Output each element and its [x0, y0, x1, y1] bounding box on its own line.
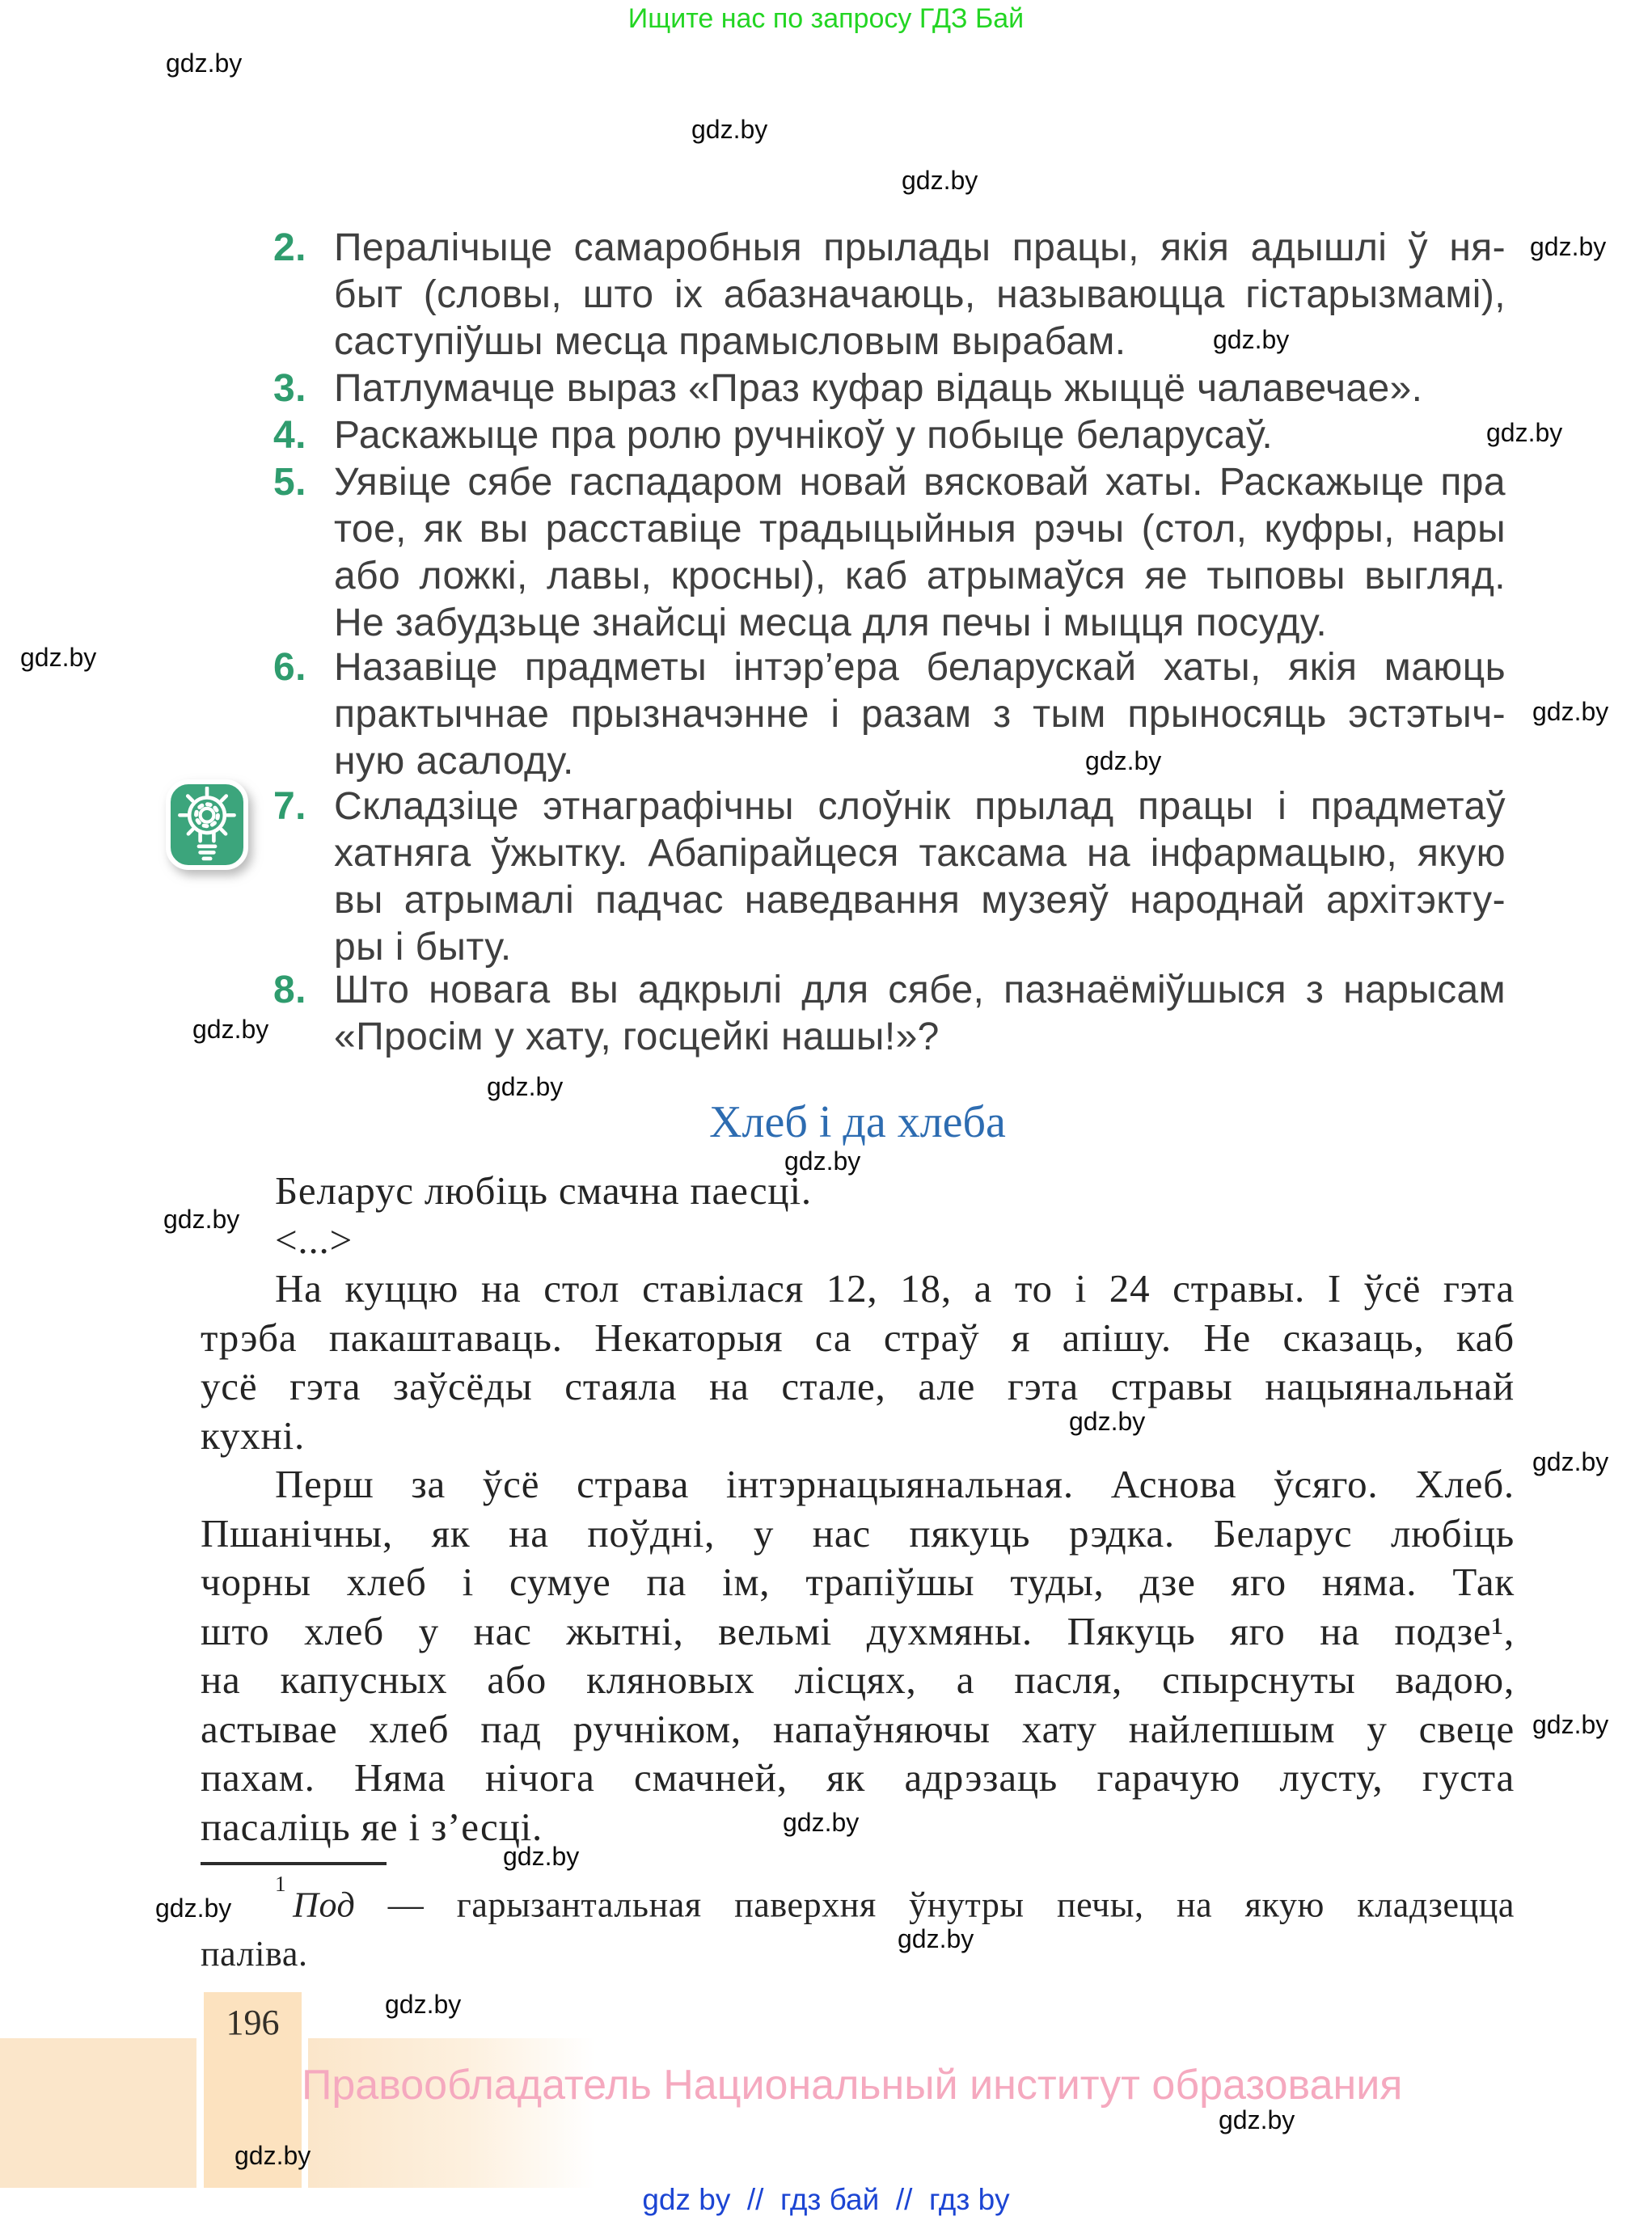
exercise-number: 3.	[273, 367, 306, 410]
exercise-item-3	[273, 365, 1506, 412]
exercise-number: 7.	[273, 785, 306, 828]
footnote-rule	[201, 1862, 387, 1865]
reading-line: астывае хлеб пад ручніком, напаўняючы хату найлепшым у свеце	[201, 1706, 1515, 1751]
exercise-line: Уявіце сябе гаспадаром новай вясковай хаты. Раскажыце пра	[334, 461, 1506, 504]
exercise-number: 8.	[273, 969, 306, 1011]
gdz-watermark: gdz.by	[503, 1842, 580, 1871]
exercise-line: хатняга ўжытку. Абапірайцеся таксама на інфармацыю, якую	[334, 832, 1506, 875]
reading-line: Перш за ўсё страва інтэрнацыянальная. Аснова ўсяго. Хлеб.	[275, 1462, 1515, 1506]
gdz-watermark: gdz.by	[1532, 1447, 1609, 1476]
promo-banner: Ищите нас по запросу ГДЗ Бай	[627, 3, 1025, 34]
exercise-line: Назавіце прадметы інтэр’ера беларускай хаты, якія маюць	[334, 646, 1506, 689]
gdz-watermark: gdz.by	[20, 643, 97, 672]
exercise-item-2	[273, 225, 1506, 365]
exercise-item-4	[273, 412, 1506, 459]
gdz-watermark: gdz.by	[163, 1205, 240, 1234]
exercise-number: 4.	[273, 414, 306, 457]
gdz-watermark: gdz.by	[487, 1072, 564, 1101]
exercise-line: саступіўшы месца прамысловым вырабам.	[334, 320, 1126, 363]
gdz-watermark: gdz.by	[784, 1146, 861, 1176]
footnote-marker: 1	[275, 1872, 287, 1896]
exercise-line: Пералічыце самаробныя прылады працы, якія адышлі ў ня-	[334, 226, 1506, 269]
exercise-line: вы атрымалі падчас наведвання музеяў народнай архітэкту-	[334, 879, 1506, 922]
footer-links[interactable]: gdz by // гдз бай // гдз by	[642, 2183, 1010, 2216]
footnote-term: Под	[293, 1885, 356, 1925]
footnote-line	[201, 1872, 1515, 1930]
gdz-watermark: gdz.by	[898, 1924, 974, 1953]
gdz-watermark: gdz.by	[155, 1894, 232, 1923]
exercise-line: Раскажыце пра ролю ручнікоў у побыце беларусаў.	[334, 414, 1274, 457]
reading-line: трэба пакаштаваць. Некаторыя са страў я апішу. Не сказаць, каб	[201, 1315, 1515, 1360]
footnote	[201, 1872, 1515, 1978]
exercise-line: або ложкі, лавы, кросны), каб атрымаўся яе тыповы выгляд.	[334, 555, 1506, 597]
exercise-number: 2.	[273, 226, 306, 269]
exercise-item-6	[273, 644, 1506, 785]
gdz-watermark: gdz.by	[192, 1015, 269, 1044]
exercise-line: «Просім у хату, госцейкі нашы!»?	[334, 1015, 940, 1058]
exercise-item-7	[273, 783, 1506, 971]
exercise-line: Што новага вы адкрылі для сябе, пазнаёміўшыся з нарысам	[334, 969, 1506, 1011]
footer-peach-block-left	[0, 2038, 196, 2188]
reading-text	[201, 1167, 1515, 1851]
footnote-line: паліва.	[201, 1933, 308, 1974]
exercise-line: Складзіце этнаграфічны слоўнік прылад працы і прадметаў	[334, 785, 1506, 828]
reading-line: кухні.	[201, 1412, 305, 1458]
gdz-watermark: gdz.by	[902, 166, 978, 195]
exercise-line: Патлумачце выраз «Праз куфар відаць жыццё чалавечае».	[334, 367, 1423, 410]
exercise-item-8	[273, 967, 1506, 1061]
exercise-line: ры і быту.	[334, 926, 512, 969]
footnote-definition: — гарызантальная паверхня ўнутры печы, на якую кладзецца	[355, 1885, 1515, 1925]
exercise-line: тое, як вы расставіце традыцыйныя рэчы (стол, куфры, нары	[334, 508, 1506, 551]
reading-line: Беларус любіць смачна паесці.	[275, 1168, 812, 1213]
page-number-badge: 196	[226, 2003, 280, 2042]
lightbulb-gear-icon	[166, 779, 248, 870]
gdz-watermark: gdz.by	[1532, 697, 1609, 726]
reading-line: чорны хлеб і сумуе па ім, трапіўшы туды, дзе яго няма. Так	[201, 1560, 1515, 1604]
reading-line: На куццю на стол ставілася 12, 18, а то і 24 стравы. І ўсё гэта	[275, 1266, 1515, 1311]
reading-line: <...>	[275, 1217, 353, 1262]
exercise-line: быт (словы, што іх абазначаюць, называюцца гістарызмамі),	[334, 273, 1506, 316]
reading-line: Пшанічны, як на поўдні, у нас пякуць рэдка. Беларус любіць	[201, 1510, 1515, 1556]
exercise-number: 5.	[273, 461, 306, 504]
reading-line: пахам. Няма нічога смачней, як адрэзаць гарачую лусту, густа	[201, 1755, 1515, 1800]
gdz-watermark: gdz.by	[166, 49, 243, 78]
exercise-number: 6.	[273, 646, 306, 689]
exercise-line: Не забудзьце знайсці месца для печы і мыцця посуду.	[334, 602, 1328, 644]
exercise-line: практычнае прызначэнне і разам з тым прыносяць эстэтыч-	[334, 693, 1506, 736]
gdz-watermark: gdz.by	[1219, 2105, 1295, 2134]
gdz-watermark: gdz.by	[385, 1990, 462, 2019]
gdz-watermark: gdz.by	[1069, 1407, 1146, 1436]
gdz-watermark: gdz.by	[1085, 746, 1162, 775]
gdz-watermark: gdz.by	[1532, 1710, 1609, 1739]
gdz-watermark: gdz.by	[1530, 232, 1607, 261]
gdz-watermark: gdz.by	[1213, 325, 1290, 354]
exercise-line: ную асалоду.	[334, 740, 574, 783]
gdz-watermark: gdz.by	[234, 2141, 311, 2170]
reading-line: усё гэта заўсёды стаяла на стале, але гэта стравы нацыянальнай	[201, 1364, 1515, 1408]
reading-line: пасаліць яе і з’есці.	[201, 1804, 543, 1849]
exercise-item-5	[273, 459, 1506, 647]
reading-title: Хлеб і да хлеба	[709, 1097, 1006, 1147]
gdz-watermark: gdz.by	[1486, 418, 1563, 447]
copyright-text: Правообладатель Национальный институт образования	[302, 2062, 1403, 2109]
reading-line: на капусных або кляновых лісцях, а пасля, спырснуты вадою,	[201, 1657, 1515, 1702]
gdz-watermark: gdz.by	[691, 115, 768, 144]
gdz-watermark: gdz.by	[783, 1808, 860, 1837]
reading-line: што хлеб у нас жытні, вельмі духмяны. Пякуць яго на подзе¹,	[201, 1608, 1515, 1653]
